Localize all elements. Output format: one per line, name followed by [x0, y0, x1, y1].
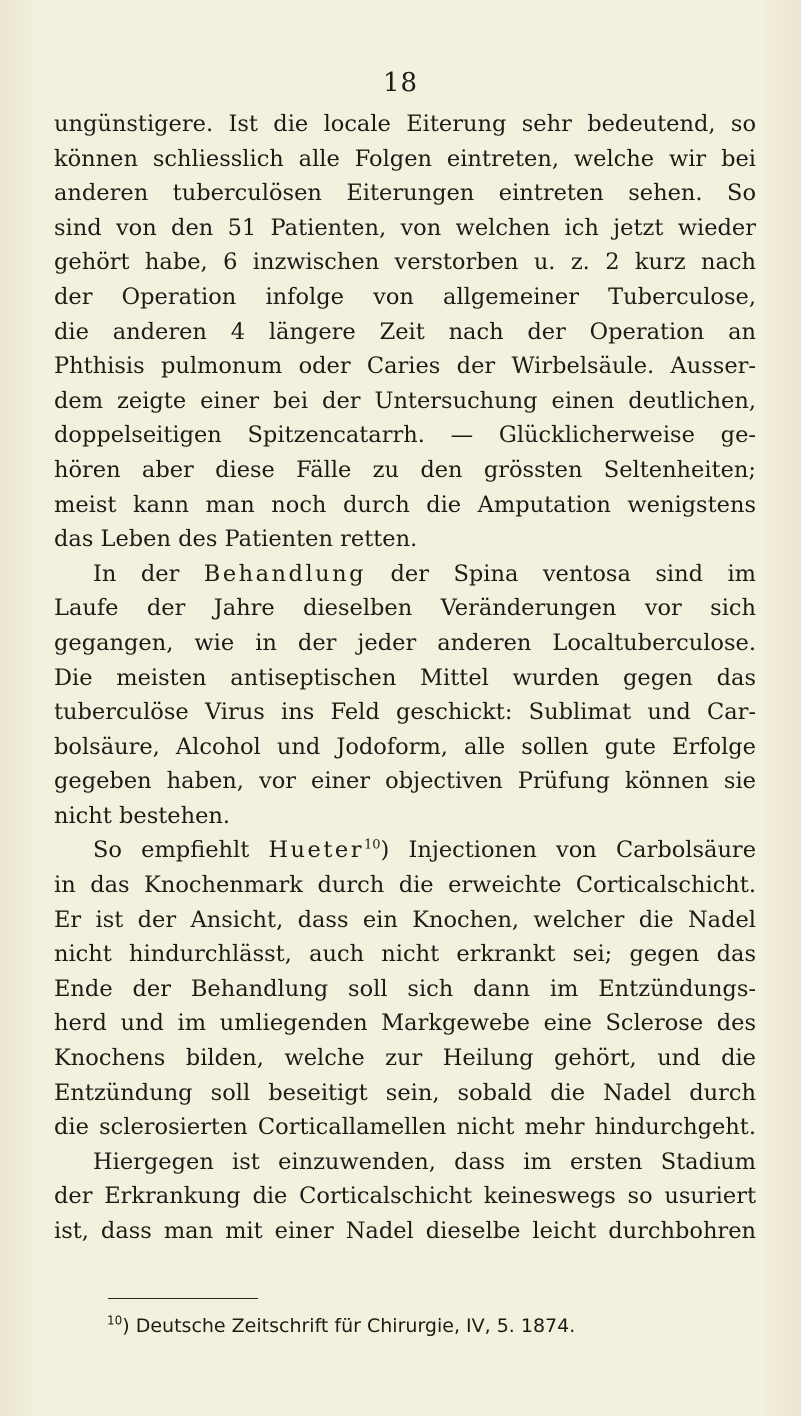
- text-line-17: Die meisten antiseptischen Mittel wurden gegen das: [54, 664, 756, 691]
- text-line-12: meist kann man noch durch die Amputation wenigstens: [54, 491, 756, 518]
- text-line-24: Er ist der Ansicht, dass ein Knochen, welcher die Nadel: [54, 906, 756, 933]
- text-line-23: in das Knochenmark durch die erweichte Corticalschicht.: [54, 872, 756, 899]
- emphasis-hueter: Hueter: [268, 837, 364, 864]
- text-line-30: die sclerosierten Corticallamellen nicht mehr hindurchgeht.: [54, 1114, 756, 1141]
- text-line-16: gegangen, wie in der jeder anderen Localtuberculose.: [54, 629, 756, 656]
- line-22-suffix: ) Injectionen von Carbolsäure: [380, 837, 756, 864]
- text-line-26: Ende der Behandlung soll sich dann im Entzündungs-: [54, 975, 756, 1002]
- text-line-13: das Leben des Patienten retten.: [54, 526, 418, 553]
- text-line-6: der Operation infolge von allgemeiner Tuberculose,: [54, 283, 756, 310]
- text-line-25: nicht hindurchlässt, auch nicht erkrankt sei; gegen das: [54, 941, 756, 968]
- text-line-10: doppelseitigen Spitzencatarrh. — Glücklicherweise ge-: [54, 422, 756, 449]
- text-line-18: tuberculöse Virus ins Feld geschickt: Sublimat und Car-: [54, 699, 756, 726]
- text-line-4: sind von den 51 Patienten, von welchen ich jetzt wieder: [54, 214, 756, 241]
- text-line-5: gehört habe, 6 inzwischen verstorben u. z. 2 kurz nach: [54, 249, 756, 276]
- text-line-1: ungünstigere. Ist die locale Eiterung sehr bedeutend, so: [54, 111, 756, 137]
- text-line-21: nicht bestehen.: [54, 802, 231, 829]
- text-line-22: [54, 833, 756, 868]
- text-line-8: Phthisis pulmonum oder Caries der Wirbelsäule. Ausser-: [54, 353, 756, 380]
- text-line-29: Entzündung soll beseitigt sein, sobald die Nadel durch: [54, 1079, 756, 1106]
- text-line-33: ist, dass man mit einer Nadel dieselbe leicht durchbohren: [54, 1218, 756, 1244]
- text-line-19: bolsäure, Alcohol und Jodoform, alle sollen gute Erfolge: [54, 733, 756, 760]
- text-line-11: hören aber diese Fälle zu den grössten Seltenheiten;: [54, 456, 756, 483]
- text-line-20: gegeben haben, vor einer objectiven Prüfung können sie: [54, 768, 756, 795]
- footnote-marker: 10: [107, 1313, 123, 1328]
- footnote-divider: [108, 1298, 258, 1299]
- text-line-9: dem zeigte einer bei der Untersuchung einen deutlichen,: [54, 387, 756, 414]
- text-line-32: der Erkrankung die Corticalschicht keineswegs so usuriert: [54, 1183, 756, 1210]
- text-line-28: Knochens bilden, welche zur Heilung gehört, und die: [54, 1045, 756, 1072]
- footnote: [107, 1306, 757, 1346]
- text-line-3: anderen tuberculösen Eiterungen eintreten sehen. So: [54, 180, 756, 207]
- text-line-2: können schliesslich alle Folgen eintreten, welche wir bei: [54, 145, 756, 172]
- text-line-7: die anderen 4 längere Zeit nach der Operation an: [54, 318, 756, 345]
- text-line-27: herd und im umliegenden Markgewebe eine Sclerose des: [54, 1010, 756, 1037]
- line-14-prefix: In der: [93, 560, 204, 587]
- footnote-text: ) Deutsche Zeitschrift für Chirurgie, IV, 5. 1874.: [122, 1315, 576, 1337]
- page-number: 18: [382, 68, 419, 98]
- text-line-14: [54, 557, 756, 592]
- body-text: [54, 107, 756, 1249]
- line-22-prefix: So empfiehlt: [93, 837, 269, 864]
- emphasis-behandlung: Behandlung: [203, 560, 367, 587]
- text-line-31: Hiergegen ist einzuwenden, dass im ersten Stadium: [93, 1148, 756, 1175]
- text-line-15: Laufe der Jahre dieselben Veränderungen vor sich: [54, 595, 756, 622]
- line-14-suffix: der Spina ventosa sind im: [366, 560, 756, 587]
- footnote-reference[interactable]: 10: [363, 837, 381, 853]
